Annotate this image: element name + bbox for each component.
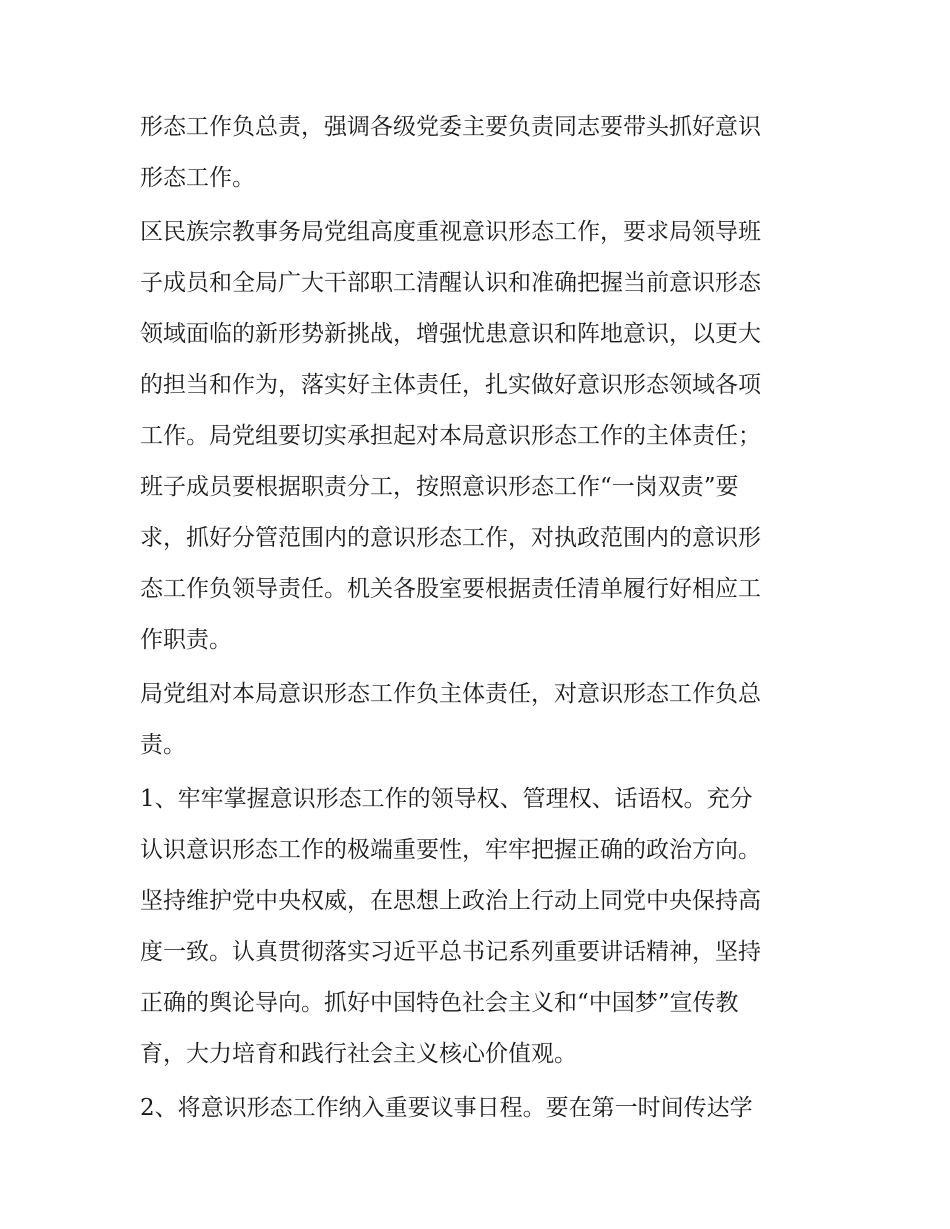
paragraph-3 bbox=[140, 669, 820, 771]
text-line: 形态工作负总责，强调各级党委主要负责同志要带头抓好意识 bbox=[140, 114, 761, 140]
text-line: 正确的舆论导向。抓好中国特色社会主义和“中国梦”宣传教 bbox=[140, 990, 739, 1016]
text-line: 坚持维护党中央权威，在思想上政治上行动上同党中央保持高 bbox=[140, 888, 761, 914]
text-line: 领域面临的新形势新挑战，增强忧患意识和阵地意识，以更大 bbox=[140, 321, 761, 347]
text-line: 2、将意识形态工作纳入重要议事日程。要在第一时间传达学 bbox=[140, 1095, 753, 1121]
text-line: 责。 bbox=[140, 732, 186, 758]
text-line: 度一致。认真贯彻落实习近平总书记系列重要讲话精神，坚持 bbox=[140, 939, 761, 965]
text-line: 育，大力培育和践行社会主义核心价值观。 bbox=[140, 1041, 577, 1067]
text-line: 班子成员要根据职责分工，按照意识形态工作“一岗双责”要 bbox=[140, 474, 739, 500]
text-line: 的担当和作为，落实好主体责任，扎实做好意识形态领域各项 bbox=[140, 372, 761, 398]
text-line: 区民族宗教事务局党组高度重视意识形态工作，要求局领导班 bbox=[140, 219, 761, 245]
text-line: 局党组对本局意识形态工作负主体责任，对意识形态工作负总 bbox=[140, 681, 761, 707]
document-body bbox=[140, 102, 820, 1137]
text-line: 工作。局党组要切实承担起对本局意识形态工作的主体责任； bbox=[140, 423, 761, 449]
text-line: 态工作负领导责任。机关各股室要根据责任清单履行好相应工 bbox=[140, 576, 761, 602]
text-line: 求，抓好分管范围内的意识形态工作，对执政范围内的意识形 bbox=[140, 525, 761, 551]
paragraph-5 bbox=[140, 1083, 820, 1134]
paragraph-4 bbox=[140, 774, 820, 1080]
text-line: 子成员和全局广大干部职工清醒认识和准确把握当前意识形态 bbox=[140, 270, 761, 296]
paragraph-1 bbox=[140, 102, 820, 204]
text-line: 认识意识形态工作的极端重要性，牢牢把握正确的政治方向。 bbox=[140, 837, 761, 863]
paragraph-2 bbox=[140, 207, 820, 666]
text-line: 形态工作。 bbox=[140, 165, 255, 191]
text-line: 1、牢牢掌握意识形态工作的领导权、管理权、话语权。充分 bbox=[140, 786, 753, 812]
text-line: 作职责。 bbox=[140, 627, 232, 653]
